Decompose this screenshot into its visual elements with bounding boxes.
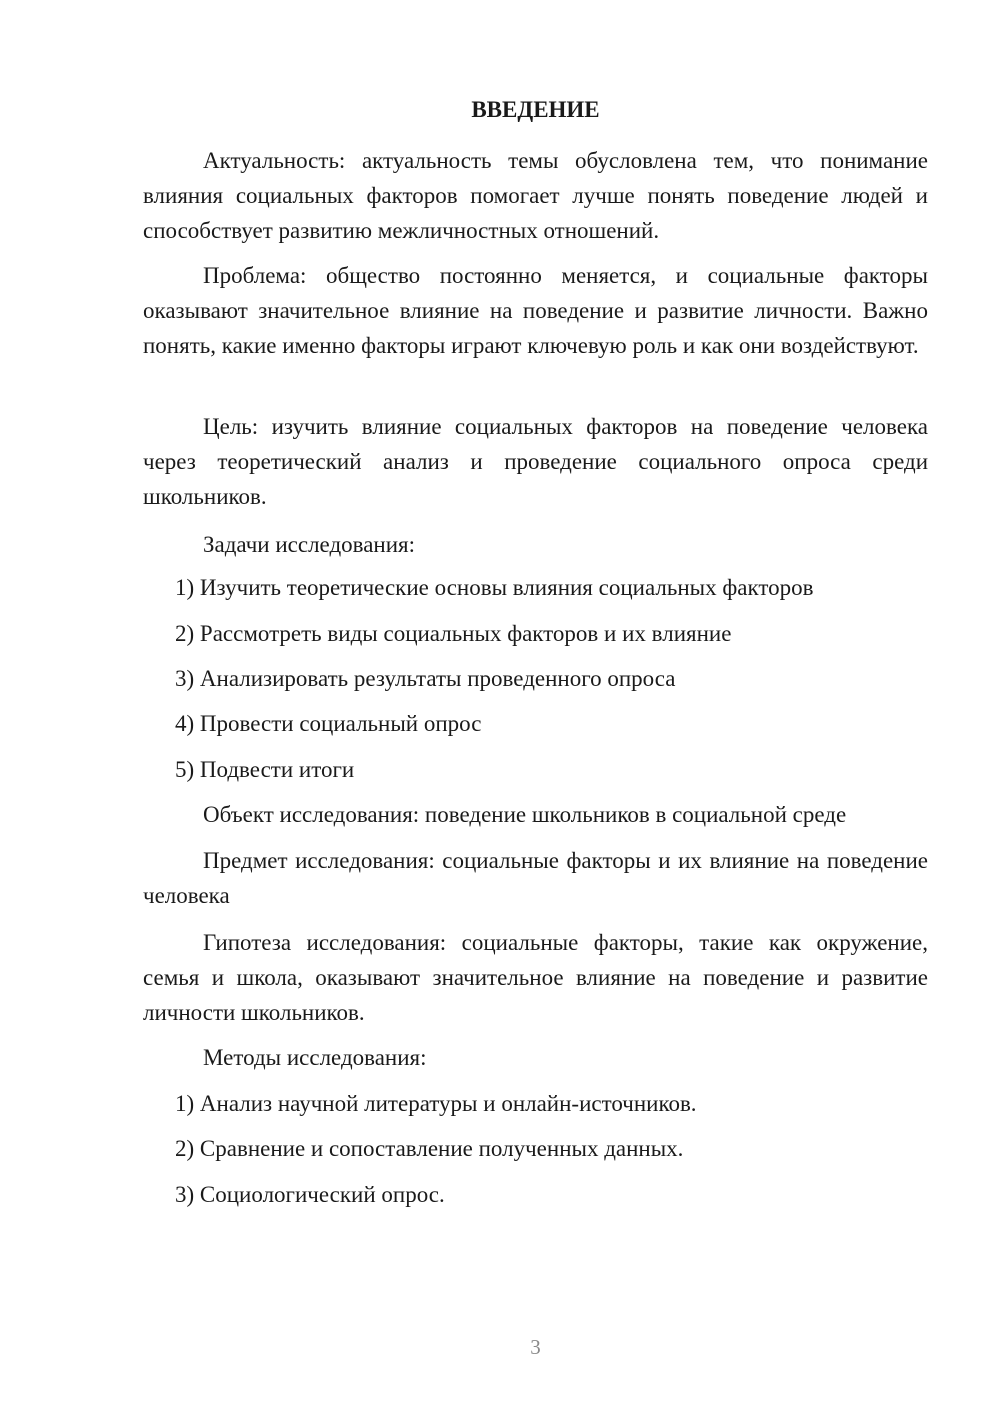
- page-number: 3: [530, 1335, 541, 1359]
- problem-paragraph: Проблема: общество постоянно меняется, и социальные факторы оказывают значительное влияние на поведение и развитие личности. Важно понять, какие именно факторы играют ключевую роль и как они воздействуют.: [143, 263, 928, 358]
- method-item: 3) Социологический опрос.: [175, 1182, 445, 1207]
- task-item: 5) Подвести итоги: [175, 757, 355, 782]
- document-page: [143, 0, 928, 1414]
- goal-paragraph: Цель: изучить влияние социальных факторов на поведение человека через теоретический анализ и проведение социального опроса среди школьников.: [143, 414, 928, 509]
- task-item: 1) Изучить теоретические основы влияния социальных факторов: [175, 575, 814, 600]
- task-item: 3) Анализировать результаты проведенного опроса: [175, 666, 676, 691]
- object-paragraph: Объект исследования: поведение школьников в социальной среде: [203, 802, 847, 827]
- methods-heading: Методы исследования:: [203, 1045, 427, 1070]
- task-item: 4) Провести социальный опрос: [175, 711, 482, 736]
- actuality-paragraph: Актуальность: актуальность темы обусловлена тем, что понимание влияния социальных факторов помогает лучше понять поведение людей и способствует развитию межличностных отношений.: [143, 148, 928, 243]
- page-title: ВВЕДЕНИЕ: [471, 97, 600, 122]
- task-item: 2) Рассмотреть виды социальных факторов и их влияние: [175, 621, 732, 646]
- method-item: 2) Сравнение и сопоставление полученных данных.: [175, 1136, 684, 1161]
- hypothesis-paragraph: Гипотеза исследования: социальные факторы, такие как окружение, семья и школа, оказывают значительное влияние на поведение и развитие личности школьников.: [143, 930, 928, 1025]
- method-item: 1) Анализ научной литературы и онлайн-источников.: [175, 1091, 697, 1116]
- tasks-heading: Задачи исследования:: [203, 532, 416, 557]
- subject-paragraph: Предмет исследования: социальные факторы и их влияние на поведение человека: [143, 848, 928, 908]
